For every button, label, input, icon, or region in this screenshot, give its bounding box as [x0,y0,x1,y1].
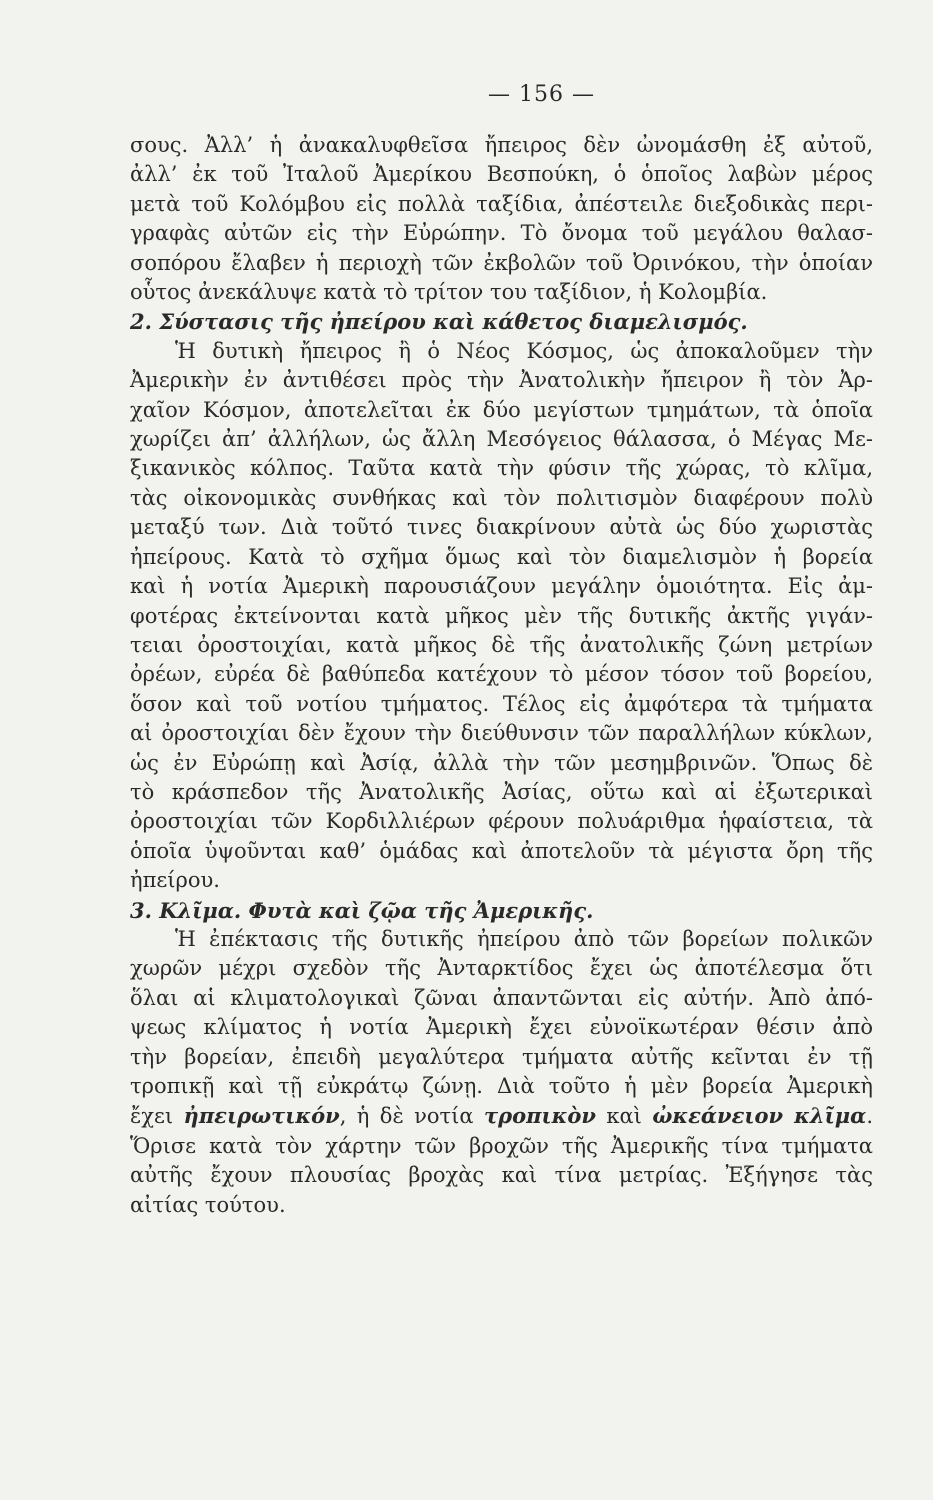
text-line: σοπόρου ἔλαβεν ἡ περιοχὴ τῶν ἐκβολῶν τοῦ Ὀρινόκου, τὴν ὁποίαν [130,250,873,275]
text-line: ἀλλ’ ἐκ τοῦ Ἰταλοῦ Ἀμερίκου Βεσπούκη, ὁ ὁποῖος λαβὼν μέρος [130,162,873,187]
text-line: χωρῶν μέχρι σχεδὸν τῆς Ἀνταρκτίδος ἔχει ὡς ἀποτέλεσμα ὅτι [130,956,873,981]
text-line: μετὰ τοῦ Κολόμβου εἰς πολλὰ ταξίδια, ἀπέστειλε διεξοδικὰς περι- [130,191,873,216]
text-fragment: ἔχει [130,1104,184,1129]
text-line: αἱ ὀροστοιχίαι δὲν ἔχουν τὴν διεύθυνσιν τῶν παραλλήλων κύκλων, [130,721,873,746]
text-line: τὸ κράσπεδον τῆς Ἀνατολικῆς Ἀσίας, οὕτω καὶ αἱ ἐξωτερικαὶ [130,779,873,804]
text-line-with-bold-terms [130,1101,873,1131]
text-line: ὀροστοιχίαι τῶν Κορδιλλιέρων φέρουν πολυάριθμα ἡφαίστεια, τὰ [130,809,873,834]
text-line: χωρίζει ἀπ’ ἀλλήλων, ὡς ἄλλη Μεσόγειος θάλασσα, ὁ Μέγας Με- [130,427,873,452]
text-line: Ἀμερικὴν ἐν ἀντιθέσει πρὸς τὴν Ἀνατολικὴν ἤπειρον ἢ τὸν Ἀρ- [130,368,873,393]
text-line: ἠπείρου. [130,868,220,893]
text-line: ξικανικὸς κόλπος. Ταῦτα κατὰ τὴν φύσιν τῆς χώρας, τὸ κλῖμα, [130,456,873,481]
bold-term: τροπικὸν [484,1103,596,1129]
text-line: ὅλαι αἱ κλιματολογικαὶ ζῶναι ἀπαντῶνται εἰς αὐτήν. Ἀπὸ ἀπό- [130,985,873,1010]
section2-text [130,337,873,896]
section1-text [130,131,873,307]
page-number: — 156 — [488,82,595,107]
text-line: Ὅρισε κατὰ τὸν χάρτην τῶν βροχῶν τῆς Ἀμερικῆς τίνα τμήματα [130,1133,873,1158]
text-line: αὐτῆς ἔχουν πλουσίας βροχὰς καὶ τίνα μετρίας. Ἐξήγησε τὰς [130,1163,873,1188]
text-line: Ἡ ἐπέκτασις τῆς δυτικῆς ἠπείρου ἀπὸ τῶν βορείων πολικῶν [175,926,873,951]
text-line: χαῖον Κόσμον, ἀποτελεῖται ἐκ δύο μεγίστων τμημάτων, τὰ ὁποῖα [130,397,873,422]
text-line: σους. Ἀλλ’ ἡ ἀνακαλυφθεῖσα ἤπειρος δὲν ὠνομάσθη ἐξ αὐτοῦ, [130,133,873,157]
text-line: τὴν βορείαν, ἐπειδὴ μεγαλύτερα τμήματα αὐτῆς κεῖνται ἐν τῇ [130,1044,873,1069]
text-line: οὗτος ἀνεκάλυψε κατὰ τὸ τρίτον του ταξίδιον, ἡ Κολομβία. [130,280,768,305]
text-line: ἠπείρους. Κατὰ τὸ σχῆμα ὅμως καὶ τὸν διαμελισμὸν ἡ βορεία [130,544,873,569]
text-line: τειαι ὀροστοιχίαι, κατὰ μῆκος δὲ τῆς ἀνατολικῆς ζώνη μετρίων [130,632,873,657]
text-line: Ἡ δυτικὴ ἤπειρος ἢ ὁ Νέος Κόσμος, ὡς ἀποκαλοῦμεν τὴν [175,338,873,363]
section-heading-2: 2. Σύστασις τῆς ἠπείρου καὶ κάθετος διαμελισμός. [130,309,748,335]
text-line: ὡς ἐν Εὐρώπῃ καὶ Ἀσίᾳ, ἀλλὰ τὴν τῶν μεσημβρινῶν. Ὅπως δὲ [130,750,873,775]
text-fragment: , ἡ δὲ νοτία [339,1104,484,1129]
text-line: καὶ ἡ νοτία Ἀμερικὴ παρουσιάζουν μεγάλην ὁμοιότητα. Εἰς ἀμ- [130,574,873,599]
section-heading-3: 3. Κλῖμα. Φυτὰ καὶ ζῷα τῆς Ἀμερικῆς. [130,897,594,923]
bold-term: ἠπειρωτικόν [183,1103,340,1129]
text-line: ὅσον καὶ τοῦ νοτίου τμήματος. Τέλος εἰς ἀμφότερα τὰ τμήματα [130,691,873,716]
text-line: ψεως κλίματος ἡ νοτία Ἀμερικὴ ἔχει εὐνοϊκωτέραν θέσιν ἀπὸ [130,1015,873,1040]
section3-text [130,925,873,1220]
text-line: γραφὰς αὐτῶν εἰς τὴν Εὐρώπην. Τὸ ὄνομα τοῦ μεγάλου θαλασ- [130,221,873,246]
bold-term: ὠκεάνειον κλῖμα [652,1103,867,1129]
text-fragment: καὶ [595,1104,653,1129]
text-line: τὰς οἰκονομικὰς συνθήκας καὶ τὸν πολιτισμὸν διαφέρουν πολὺ [130,485,873,510]
text-line: ὀρέων, εὐρέα δὲ βαθύπεδα κατέχουν τὸ μέσον τόσον τοῦ βορείου, [130,662,873,687]
text-line: μεταξύ των. Διὰ τοῦτό τινες διακρίνουν αὐτὰ ὡς δύο χωριστὰς [130,515,873,540]
text-fragment: . [866,1104,873,1129]
text-line: ὁποῖα ὑψοῦνται καθ’ ὁμάδας καὶ ἀποτελοῦν τὰ μέγιστα ὄρη τῆς [130,838,873,863]
text-line: φοτέρας ἐκτείνονται κατὰ μῆκος μὲν τῆς δυτικῆς ἀκτῆς γιγάν- [130,603,873,628]
text-line: αἰτίας τούτου. [130,1192,286,1217]
text-line: τροπικῇ καὶ τῇ εὐκράτῳ ζώνῃ. Διὰ τοῦτο ἡ μὲν βορεία Ἀμερικὴ [130,1074,873,1098]
